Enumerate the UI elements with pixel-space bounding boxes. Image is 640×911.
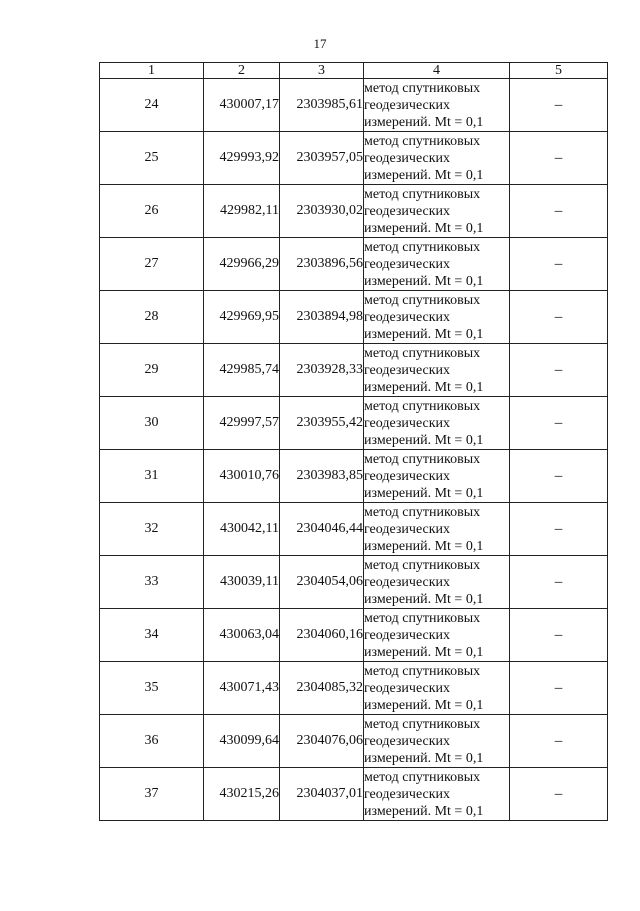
table-row (100, 715, 608, 768)
header-cell-1: 1 (100, 63, 204, 79)
column-5-cell: – (510, 79, 608, 132)
page-number: 17 (313, 36, 327, 51)
table-row (100, 556, 608, 609)
method-text-line: геодезических (364, 574, 451, 590)
point-number-cell: 30 (100, 397, 204, 450)
method-text-line: геодезических (364, 150, 451, 166)
x-coordinate-cell: 429985,74 (204, 344, 280, 397)
method-text-line: геодезических (364, 733, 451, 749)
x-coordinate-cell: 430042,11 (204, 503, 280, 556)
table-row (100, 397, 608, 450)
column-5-cell: – (510, 450, 608, 503)
method-text-line: метод спутниковых (364, 557, 481, 573)
method-cell (364, 79, 510, 132)
column-5-cell: – (510, 238, 608, 291)
header-cell-4: 4 (364, 63, 510, 79)
x-coordinate-cell: 429997,57 (204, 397, 280, 450)
coordinates-table (99, 62, 608, 821)
method-cell (364, 238, 510, 291)
header-cell-2: 2 (204, 63, 280, 79)
column-5-cell: – (510, 397, 608, 450)
x-coordinate-cell: 430063,04 (204, 609, 280, 662)
method-text-line: измерений. Mt = 0,1 (364, 538, 484, 554)
method-text-line: геодезических (364, 468, 451, 484)
method-text-line: метод спутниковых (364, 80, 481, 96)
method-cell (364, 397, 510, 450)
column-5-cell: – (510, 556, 608, 609)
method-text-line: метод спутниковых (364, 239, 481, 255)
column-5-cell: – (510, 132, 608, 185)
table-row (100, 185, 608, 238)
point-number-cell: 27 (100, 238, 204, 291)
method-text-line: геодезических (364, 786, 451, 802)
table-row (100, 768, 608, 821)
table-row (100, 79, 608, 132)
table-body (100, 63, 608, 821)
point-number-cell: 29 (100, 344, 204, 397)
method-cell (364, 132, 510, 185)
header-cell-3: 3 (280, 63, 364, 79)
x-coordinate-cell: 429966,29 (204, 238, 280, 291)
method-text-line: метод спутниковых (364, 186, 481, 202)
method-text-line: измерений. Mt = 0,1 (364, 750, 484, 766)
table-row (100, 609, 608, 662)
method-text-line: метод спутниковых (364, 133, 481, 149)
column-5-cell: – (510, 609, 608, 662)
method-text-line: геодезических (364, 362, 451, 378)
point-number-cell: 37 (100, 768, 204, 821)
point-number-cell: 32 (100, 503, 204, 556)
x-coordinate-cell: 430099,64 (204, 715, 280, 768)
method-text-line: метод спутниковых (364, 345, 481, 361)
table-row (100, 450, 608, 503)
x-coordinate-cell: 429993,92 (204, 132, 280, 185)
method-text-line: геодезических (364, 256, 451, 272)
method-text-line: измерений. Mt = 0,1 (364, 644, 484, 660)
point-number-cell: 33 (100, 556, 204, 609)
method-text-line: измерений. Mt = 0,1 (364, 697, 484, 713)
header-cell-5: 5 (510, 63, 608, 79)
method-text-line: метод спутниковых (364, 610, 481, 626)
method-cell (364, 662, 510, 715)
method-text-line: метод спутниковых (364, 663, 481, 679)
method-text-line: измерений. Mt = 0,1 (364, 114, 484, 130)
method-text-line: геодезических (364, 521, 451, 537)
method-text-line: измерений. Mt = 0,1 (364, 167, 484, 183)
table-row (100, 344, 608, 397)
table-row (100, 503, 608, 556)
y-coordinate-cell: 2304076,06 (280, 715, 364, 768)
table-row (100, 132, 608, 185)
y-coordinate-cell: 2304046,44 (280, 503, 364, 556)
method-text-line: измерений. Mt = 0,1 (364, 326, 484, 342)
y-coordinate-cell: 2304037,01 (280, 768, 364, 821)
table-row (100, 238, 608, 291)
point-number-cell: 31 (100, 450, 204, 503)
point-number-cell: 25 (100, 132, 204, 185)
y-coordinate-cell: 2303928,33 (280, 344, 364, 397)
column-5-cell: – (510, 662, 608, 715)
column-5-cell: – (510, 768, 608, 821)
y-coordinate-cell: 2303894,98 (280, 291, 364, 344)
method-text-line: метод спутниковых (364, 292, 481, 308)
method-text-line: измерений. Mt = 0,1 (364, 379, 484, 395)
method-text-line: геодезических (364, 97, 451, 113)
method-text-line: геодезических (364, 203, 451, 219)
method-cell (364, 185, 510, 238)
method-text-line: геодезических (364, 627, 451, 643)
method-cell (364, 344, 510, 397)
x-coordinate-cell: 430215,26 (204, 768, 280, 821)
y-coordinate-cell: 2304085,32 (280, 662, 364, 715)
y-coordinate-cell: 2303985,61 (280, 79, 364, 132)
point-number-cell: 28 (100, 291, 204, 344)
x-coordinate-cell: 430010,76 (204, 450, 280, 503)
method-text-line: измерений. Mt = 0,1 (364, 220, 484, 236)
point-number-cell: 35 (100, 662, 204, 715)
y-coordinate-cell: 2303957,05 (280, 132, 364, 185)
column-5-cell: – (510, 291, 608, 344)
x-coordinate-cell: 429982,11 (204, 185, 280, 238)
method-text-line: измерений. Mt = 0,1 (364, 485, 484, 501)
method-text-line: метод спутниковых (364, 451, 481, 467)
y-coordinate-cell: 2303955,42 (280, 397, 364, 450)
point-number-cell: 26 (100, 185, 204, 238)
method-cell (364, 609, 510, 662)
method-cell (364, 503, 510, 556)
method-text-line: метод спутниковых (364, 398, 481, 414)
table-header-row (100, 63, 608, 79)
method-text-line: измерений. Mt = 0,1 (364, 273, 484, 289)
column-5-cell: – (510, 503, 608, 556)
method-text-line: измерений. Mt = 0,1 (364, 803, 484, 819)
y-coordinate-cell: 2303930,02 (280, 185, 364, 238)
method-text-line: геодезических (364, 415, 451, 431)
method-cell (364, 715, 510, 768)
method-text-line: измерений. Mt = 0,1 (364, 432, 484, 448)
method-text-line: геодезических (364, 309, 451, 325)
method-cell (364, 291, 510, 344)
method-text-line: метод спутниковых (364, 504, 481, 520)
table-row (100, 662, 608, 715)
table-row (100, 291, 608, 344)
point-number-cell: 24 (100, 79, 204, 132)
y-coordinate-cell: 2303983,85 (280, 450, 364, 503)
column-5-cell: – (510, 344, 608, 397)
y-coordinate-cell: 2304060,16 (280, 609, 364, 662)
x-coordinate-cell: 430071,43 (204, 662, 280, 715)
method-cell (364, 768, 510, 821)
method-cell (364, 556, 510, 609)
method-text-line: измерений. Mt = 0,1 (364, 591, 484, 607)
x-coordinate-cell: 429969,95 (204, 291, 280, 344)
method-text-line: метод спутниковых (364, 716, 481, 732)
method-text-line: геодезических (364, 680, 451, 696)
y-coordinate-cell: 2304054,06 (280, 556, 364, 609)
column-5-cell: – (510, 185, 608, 238)
method-cell (364, 450, 510, 503)
point-number-cell: 34 (100, 609, 204, 662)
point-number-cell: 36 (100, 715, 204, 768)
column-5-cell: – (510, 715, 608, 768)
method-text-line: метод спутниковых (364, 769, 481, 785)
y-coordinate-cell: 2303896,56 (280, 238, 364, 291)
x-coordinate-cell: 430007,17 (204, 79, 280, 132)
x-coordinate-cell: 430039,11 (204, 556, 280, 609)
